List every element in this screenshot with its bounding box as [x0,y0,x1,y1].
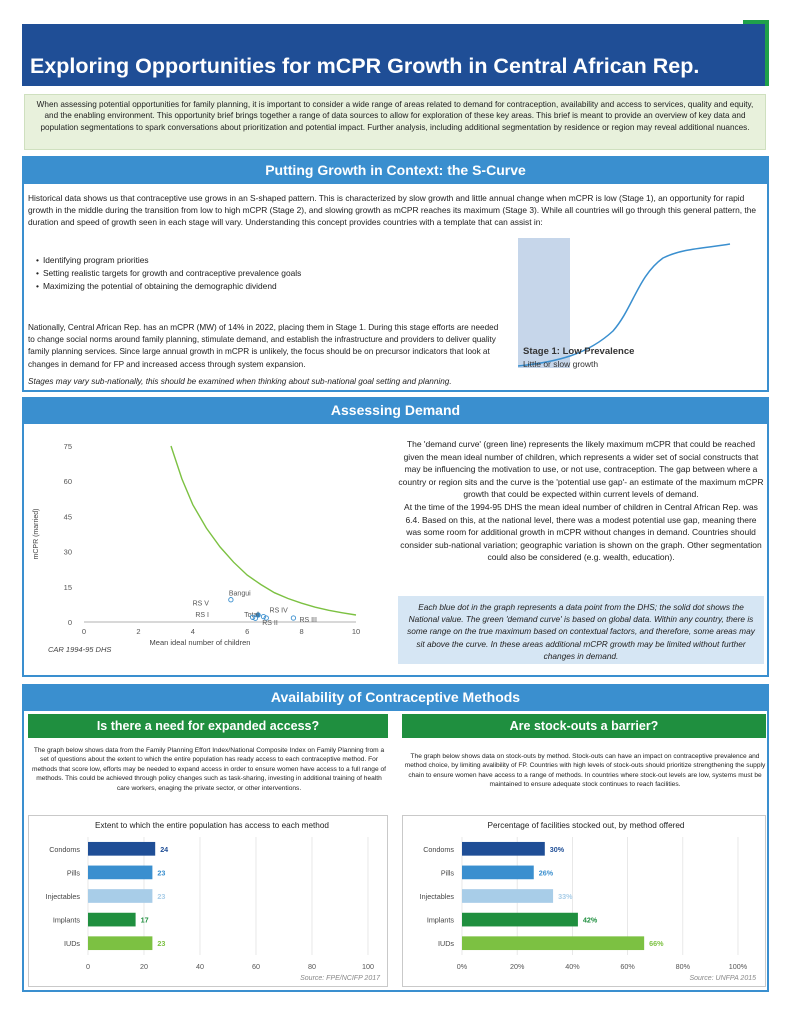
point-label: RS III [299,617,317,625]
point-label: Bangui [228,590,251,598]
bar [462,842,545,856]
bar-value-label: 66% [649,939,664,949]
availability-section-title: Availability of Contraceptive Methods [22,684,769,711]
category-label: IUDs [438,939,454,949]
scurve-section-title: Putting Growth in Context: the S-Curve [22,156,769,184]
bar [88,913,136,927]
x-tick-label: 10 [351,627,361,636]
bar-value-label: 23 [157,939,166,949]
chart-source: CAR 1994-95 DHS [48,645,112,654]
x-tick-label: 60 [252,962,260,971]
chart-source: Source: FPE/NCIFP 2017 [300,975,380,982]
bar [88,842,155,856]
category-label: Pills [440,868,454,878]
bar-value-label: 17 [140,915,149,925]
bar-value-label: 26% [538,868,554,878]
stockout-bar-chart [402,815,766,987]
scurve-bullet-list [36,254,496,293]
x-tick-label: 100% [728,962,748,971]
category-label: Condoms [423,844,454,854]
bar [88,866,152,880]
x-tick-label: 2 [136,627,141,636]
bar [462,913,578,927]
chart-title: Percentage of facilities stocked out, by method offered [487,821,685,830]
stage-sublabel: Little or slow growth [523,359,599,369]
y-axis-title: mCPR (married) [33,508,40,560]
bar-value-label: 30% [549,844,565,854]
category-label: Pills [66,868,80,878]
access-bar-chart [28,815,388,987]
need-access-heading: Is there a need for expanded access? [28,714,388,738]
category-label: Implants [52,915,80,925]
demand-curve-chart [26,432,376,672]
stage-label: Stage 1: Low Prevalence [523,346,635,357]
x-tick-label: 20% [510,962,525,971]
demand-curve-line [171,446,356,615]
point-label: RS IV [269,607,288,615]
bullet-item: • Setting realistic targets for growth and contraceptive prevalence goals [36,267,496,280]
y-tick-label: 0 [67,618,72,627]
demand-curve-group [171,446,356,615]
bar-value-label: 23 [157,892,166,901]
bar-value-label: 24 [160,844,169,854]
bullet-item: • Maximizing the potential of obtaining the demographic dividend [36,280,496,293]
x-tick-label: 80 [308,962,316,971]
bar [88,936,152,950]
x-tick-label: 0% [456,962,468,971]
y-tick-label: 15 [63,582,72,592]
bar [462,936,644,950]
x-tick-label: 80% [675,962,690,971]
category-label: Implants [426,915,454,925]
x-tick-label: 40 [196,962,204,971]
category-label: Injectables [45,892,80,901]
x-tick-label: 40% [565,962,580,971]
y-tick-label: 45 [63,512,72,522]
bar-value-label: 33% [558,892,573,901]
bar-value-label: 42% [582,915,598,925]
demand-explanation: The 'demand curve' (green line) represents the likely maximum mCPR that could be reached given the mean ideal number of children, which represents a wider set of social constructs that may be influencing the motivation to use, or not use, contraception. The gap between where a country or region sits and the curve is the 'potential use gap'- an estimate of the maximum mCPR growth that could be expected within current levels of demand. At the time of the 1994-95 DHS the mean ideal number of children in Central African Rep. was 6.4. Based on this, at the national level, there was a modest potential use gap, meaning there was some room for additional growth in mCPR without changes in demand. Countries should consider sub-national variation; geographic variation is shown on the graph. Other segmentation could also be considered (e.g. wealth, education). [398,439,764,563]
need-access-text: The graph below shows data from the Family Planning Effort Index/National Composite Index on Family Planning from a set of questions about the extent to which the entire population has ready access to each contraceptive method. For methods that score low, efforts may be needed to expand access in order to ensure women have access to a full range of methods. This could be achieved through policy changes such as task-sharing, investing in additional training of health care workers, enaging the private sector, or other interventions. [32,747,386,792]
data-point [229,598,233,602]
demand-section-title: Assessing Demand [22,397,769,424]
x-tick-label: 8 [299,627,304,636]
bullet-item: • Identifying program priorities [36,254,496,267]
x-tick-label: 60% [620,962,635,971]
scurve-paragraph-1: Historical data shows us that contraceptive use grows in an S-shaped pattern. This is characterized by slow growth and little annual change when mCPR is low (Stage 1), an opportunity for rapid growth in the middle during the transition from low to high mCPR (Stage 2), and slowing growth as mCPR reaches its maximum (Stage 3). While all countries will go through this general pattern, the duration and speed of growth seen in each stage will vary. Understanding this concept provides countries with a template that can assist in: [28,193,757,227]
chart-title: Extent to which the entire population has access to each method [95,821,329,830]
data-point [291,616,295,620]
page-title: Exploring Opportunities for mCPR Growth in Central African Rep. [30,54,700,78]
category-label: Condoms [49,844,80,854]
stockouts-heading: Are stock-outs a barrier? [402,714,766,738]
bar [88,889,152,903]
x-tick-label: 20 [140,962,148,971]
category-label: IUDs [64,939,80,949]
intro-text: When assessing potential opportunities for family planning, it is important to consider a wide range of areas related to demand for contraception, availability and access to services, quality and equity, and the enabling environment. This opportunity brief brings together a range of data sources to allow for exploration of these key areas. This brief is meant to provide an overview of key data and population segmentations to spark conversations about prioritization and potential impact. Further analysis, including additional segmentation by residence or region may reveal additional nuances. [24,94,766,150]
bar [462,866,534,880]
x-tick-label: 100 [362,962,374,971]
y-tick-label: 75 [63,442,72,451]
scurve-paragraph-2: Nationally, Central African Rep. has an mCPR (MW) of 14% in 2022, placing them in Stage 1. During this stage efforts are needed to change social norms around family planning, stimulate demand, and establish the infrastructure and providers to deliver quality family planning services. Since large annual growth in mCPR is unlikely, the focus should be on precursor indicators that look at changes in demand for FP and increased access through system expansion. [28,323,499,369]
point-label: RS I [195,612,209,620]
point-label: RS V [192,600,209,608]
x-tick-label: 0 [86,962,90,971]
stockouts-text: The graph below shows data on stock-outs by method. Stock-outs can have an impact on contraceptive prevalence and method choice, by limiting avalibility of FP. Countries with high levels of stock-outs should prioritize strengthening the supply chain to ensure women have access to a range of methods. In countries where stock-out levels are low, systems must be maintained to ensure adequate stock continues to reach facilities. [404,753,766,789]
x-tick-label: 0 [81,627,87,636]
y-tick-label: 60 [63,477,72,487]
point-label: Total [244,611,259,619]
bar-value-label: 23 [157,868,166,878]
x-tick-label: 6 [245,627,250,636]
x-tick-label: 4 [190,627,195,636]
bar [462,889,553,903]
demand-points-group [193,591,317,627]
category-label: Injectables [419,892,454,901]
point-label: RS II [262,620,278,628]
demand-note: Each blue dot in the graph represents a data point from the DHS; the solid dot shows the National value. The green 'demand curve' is based on global data. Within any country, there is some range on the true maximum based on contextual factors, and therefore, some areas may sit above the curve. In these areas additional mCPR growth may be limited without further changes in demand. [398,596,764,664]
header-banner [22,24,765,86]
y-tick-label: 30 [63,547,72,557]
scurve-note: Stages may vary sub-nationally, this should be examined when thinking about sub-national goal setting and planning. [28,377,452,386]
chart-source: Source: UNFPA 2015 [689,975,756,982]
x-axis-title: Mean ideal number of children [149,638,251,647]
